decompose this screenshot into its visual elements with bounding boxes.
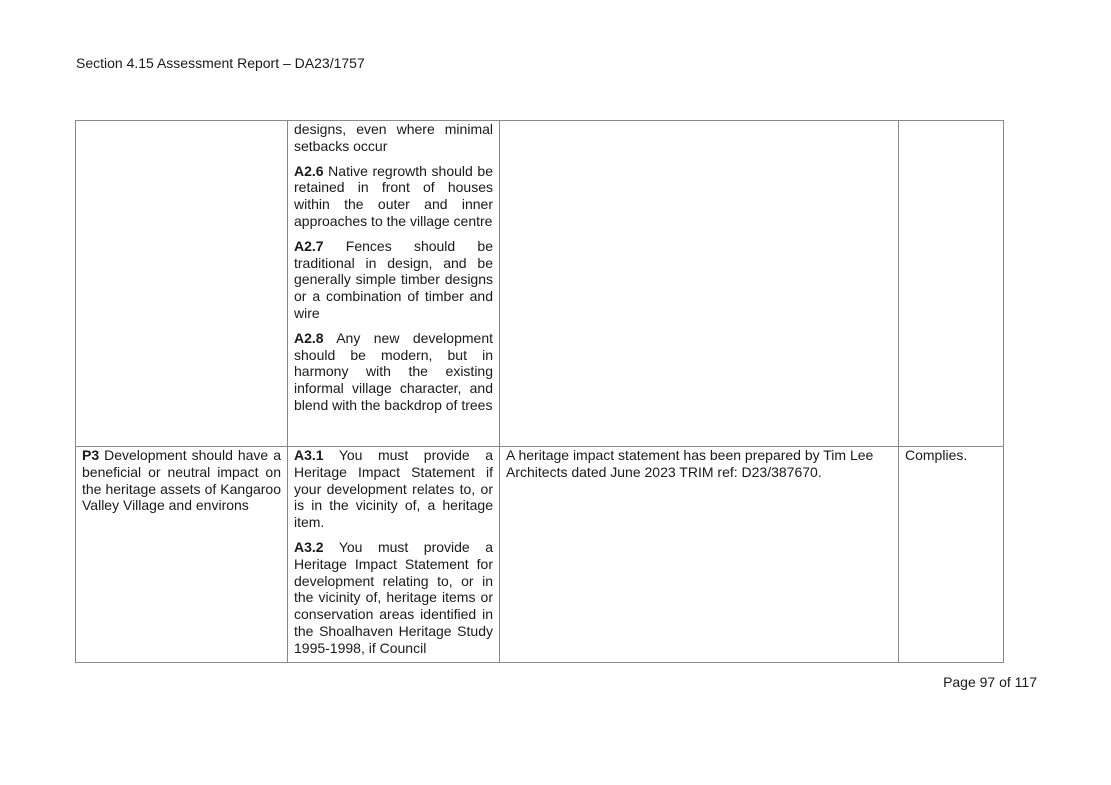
compliance-cell xyxy=(899,121,1004,447)
criteria-code: P3 xyxy=(82,447,100,463)
solution-code: A3.2 xyxy=(294,538,324,555)
page-header: Section 4.15 Assessment Report – DA23/1757 xyxy=(76,55,365,71)
criteria-text: Development should have a beneficial or neutral impact on the heritage assets of Kangaroo Valley Village and environs xyxy=(82,447,281,514)
comment-cell: A heritage impact statement has been prepared by Tim Lee Architects dated June 2023 TRIM ref: D23/387670. xyxy=(500,447,899,663)
acceptable-solution-item xyxy=(294,238,493,322)
acceptable-solution-item xyxy=(294,330,493,414)
solution-text: designs, even where minimal setbacks occur xyxy=(294,121,493,154)
solution-code: A2.7 xyxy=(294,237,324,254)
compliance-cell: Complies. xyxy=(899,447,1004,663)
acceptable-solution-item xyxy=(294,539,493,657)
page-number: Page 97 of 117 xyxy=(943,674,1037,690)
solution-text: You must provide a Heritage Impact Statement if your development relates to, or is in the vicinity of, a heritage item. xyxy=(294,447,493,531)
table-row xyxy=(76,121,1004,447)
performance-criteria-cell xyxy=(76,121,288,447)
comment-cell xyxy=(500,121,899,447)
assessment-table xyxy=(75,120,1004,663)
acceptable-solution-item xyxy=(294,121,493,155)
solution-code: A2.6 xyxy=(294,162,324,179)
solution-text: You must provide a Heritage Impact Statement for development relating to, or in the vicinity of, heritage items or conservation areas identified in the Shoalhaven Heritage Study 1995-1998, if Council xyxy=(294,538,493,656)
table-row xyxy=(76,447,1004,663)
solution-code: A2.8 xyxy=(294,329,324,346)
solution-text: Any new development should be modern, but in harmony with the existing informal village character, and blend with the backdrop of trees xyxy=(294,329,493,413)
acceptable-solution-item xyxy=(294,447,493,531)
solution-text: Fences should be traditional in design, and be generally simple timber designs or a combination of timber and wire xyxy=(294,237,493,321)
acceptable-solution-item xyxy=(294,163,493,230)
acceptable-solutions-cell xyxy=(288,447,500,663)
solution-text: Native regrowth should be retained in front of houses within the outer and inner approaches to the village centre xyxy=(294,162,493,229)
solution-code: A3.1 xyxy=(294,447,324,463)
acceptable-solutions-cell xyxy=(288,121,500,447)
performance-criteria-cell xyxy=(76,447,288,663)
